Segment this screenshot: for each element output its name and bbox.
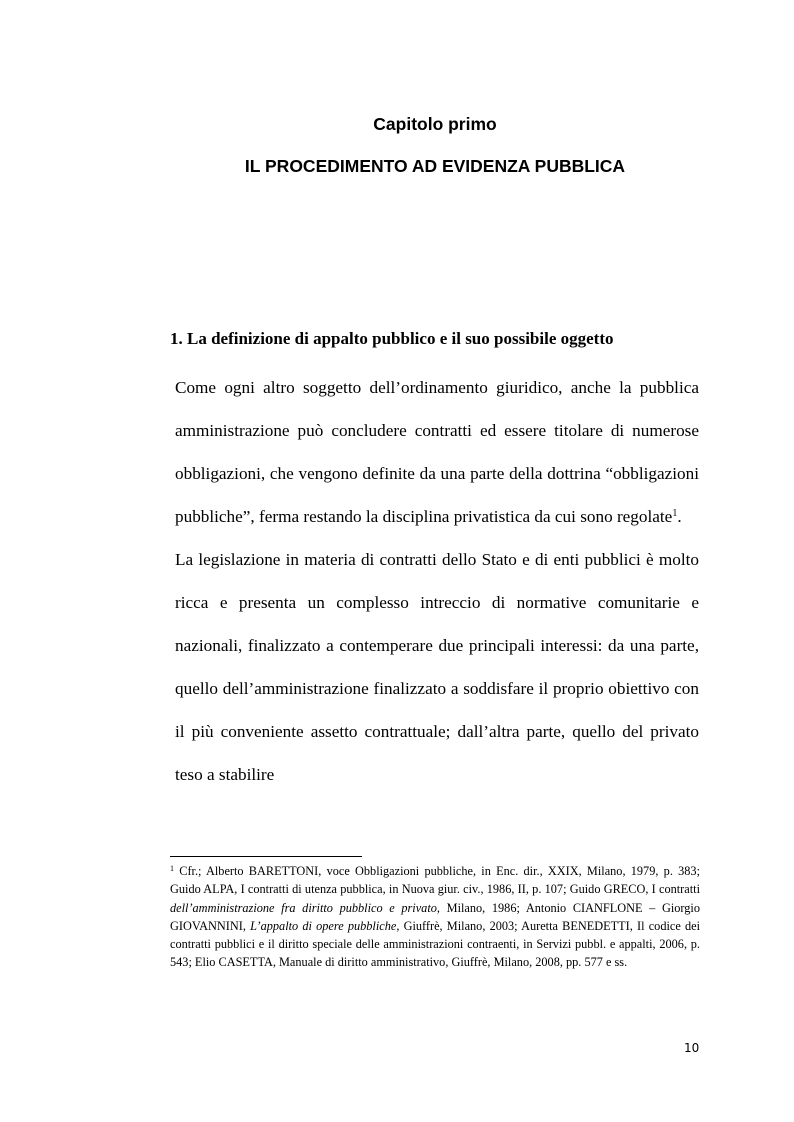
footnote-marker: 1 — [170, 864, 174, 873]
body-text — [170, 366, 699, 796]
footnote — [170, 862, 700, 972]
footnote-reference[interactable]: 1 — [672, 508, 678, 519]
paragraph-text: Come ogni altro soggetto dell’ordinamento giuridico, anche la pubblica amministrazione può concludere contratti ed essere titolare di numerose obbligazioni, che vengono definite da una parte della dottrina “obbligazioni pubbliche”, ferma restando la disciplina privatistica da cui sono regolate — [175, 378, 699, 526]
paragraph-end: . — [677, 507, 682, 526]
footnote-italic-title: dell’amministrazione fra diritto pubblico e privato — [170, 900, 437, 915]
paragraph — [170, 366, 699, 538]
chapter-title: IL PROCEDIMENTO AD EVIDENZA PUBBLICA — [244, 156, 626, 176]
footnote-text: , Milano, 1986; Antonio CIANFLONE – Giorgio GIOVANNINI, — [170, 900, 700, 933]
footnote-italic-title: L’appalto di opere pubbliche — [250, 918, 397, 933]
footnote-text: , Giuffrè, Milano, 2003; Auretta BENEDETTI, Il codice dei contratti pubblici e il diritto speciale delle amministrazioni contraenti, in Servizi pubbl. e appalti, 2006, p. 543; Elio CASETTA, Manuale di diritto amministrativo, Giuffrè, Milano, 2008, pp. 577 e ss. — [170, 918, 701, 970]
page-number: 10 — [684, 1041, 700, 1055]
footnote-separator — [170, 856, 362, 857]
section-heading: 1. La definizione di appalto pubblico e il suo possibile oggetto — [170, 329, 614, 348]
footnote-text: Cfr.; Alberto BARETTONI, voce Obbligazioni pubbliche, in Enc. dir., XXIX, Milano, 1979, p. 383; Guido ALPA, I contratti di utenza pubblica, in Nuova giur. civ., 1986, II, p. 107; Guido GRECO, I contratti — [170, 864, 700, 897]
chapter-number: Capitolo primo — [373, 114, 497, 134]
paragraph: La legislazione in materia di contratti dello Stato e di enti pubblici è molto ricca e presenta un complesso intreccio di normative comunitarie e nazionali, finalizzato a contemperare due principali interessi: da una parte, quello dell’amministrazione finalizzato a soddisfare il proprio obiettivo con il più conveniente assetto contrattuale; dall’altra parte, quello del privato teso a stabilire — [175, 550, 699, 784]
